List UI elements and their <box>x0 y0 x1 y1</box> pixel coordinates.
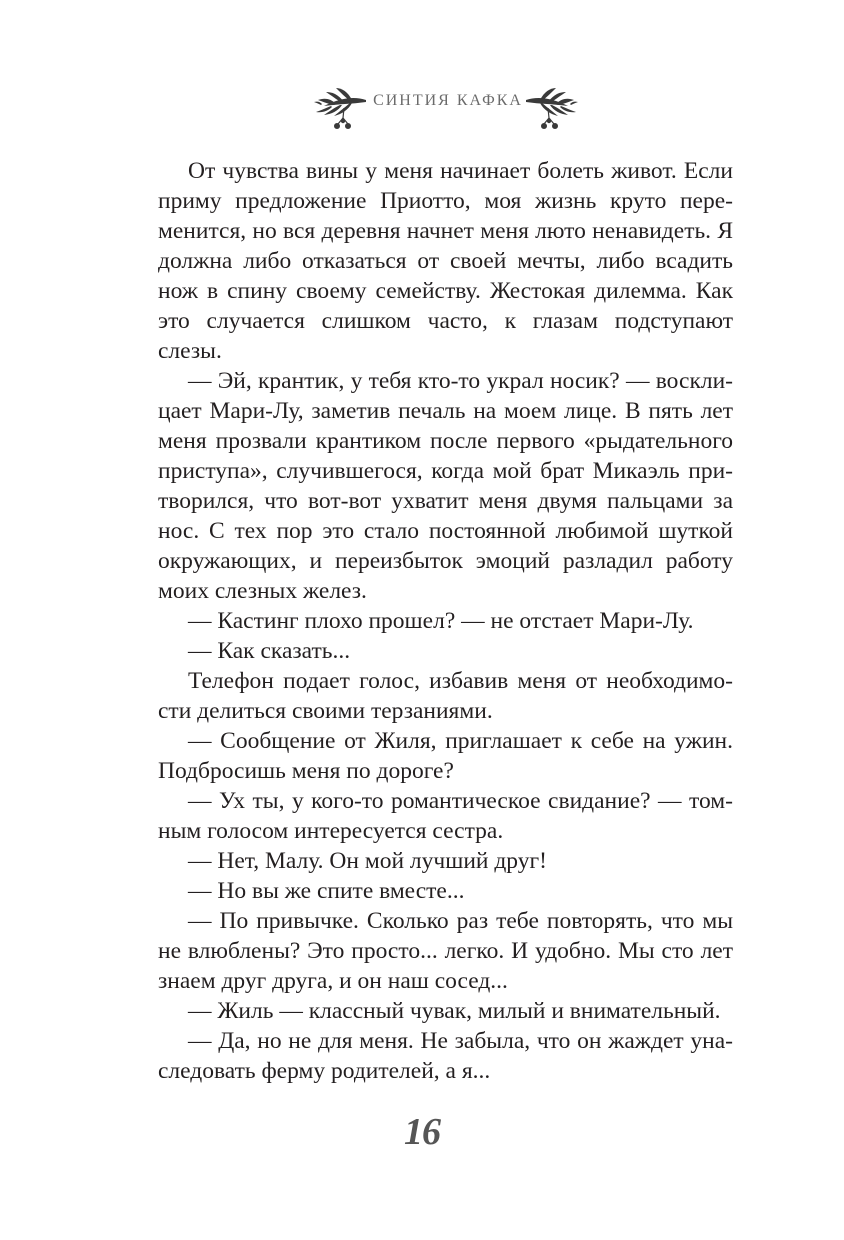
paragraph: — По привычке. Сколько раз тебе повторять, что мы не влюблены? Это просто... легко. И удобно. Мы сто лет знаем друг друга, и он наш сосед... <box>158 908 733 994</box>
paragraph: — Как сказать... <box>188 638 351 664</box>
paragraph: — Да, но не для меня. Не забыла, что он жаждет уна-следовать ферму родителей, а я... <box>158 1028 733 1084</box>
paragraph: — Жиль — классный чувак, милый и внимательный. <box>188 998 721 1024</box>
paragraph: — Но вы же спите вместе... <box>188 878 465 904</box>
paragraph: — Сообщение от Жиля, приглашает к себе на ужин. Подбросишь меня по дороге? <box>158 728 733 784</box>
paragraph: — Кастинг плохо прошел? — не отстает Мари-Лу. <box>188 608 694 634</box>
body-text <box>158 156 733 1086</box>
paragraph: Телефон подает голос, избавив меня от необходимо-сти делиться своими терзаниями. <box>158 668 733 724</box>
paragraph: От чувства вины у меня начинает болеть живот. Если приму предложение Приотто, моя жизнь круто пере-менится, но вся деревня начнет меня люто ненавидеть. Я должна либо отказаться от своей мечты, либо всадить нож в спину своему семейству. Жестокая дилемма. Как это случается слишком часто, к глазам подступают слезы. <box>158 158 733 364</box>
page-number: 16 <box>404 1111 440 1153</box>
running-header <box>0 78 844 138</box>
paragraph: — Нет, Малу. Он мой лучший друг! <box>188 848 547 874</box>
leaf-branch-ornament-icon <box>524 78 580 134</box>
leaf-branch-ornament-icon <box>312 78 368 134</box>
paragraph: — Эй, крантик, у тебя кто-то украл носик? — воскли-цает Мари-Лу, заметив печаль на моем лице. В пять лет меня прозвали крантиком после первого «рыдательного приступа», случившегося, когда мой брат Микаэль при-творился, что вот-вот ухватит меня двумя пальцами за нос. С тех пор это стало постоянной любимой шуткой окружающих, и переизбыток эмоций разладил работу моих слезных желез. <box>158 368 733 604</box>
book-author-title: СИНТИЯ КАФКА <box>373 92 523 109</box>
paragraph: — Ух ты, у кого-то романтическое свидание? — том-ным голосом интересуется сестра. <box>158 788 733 844</box>
